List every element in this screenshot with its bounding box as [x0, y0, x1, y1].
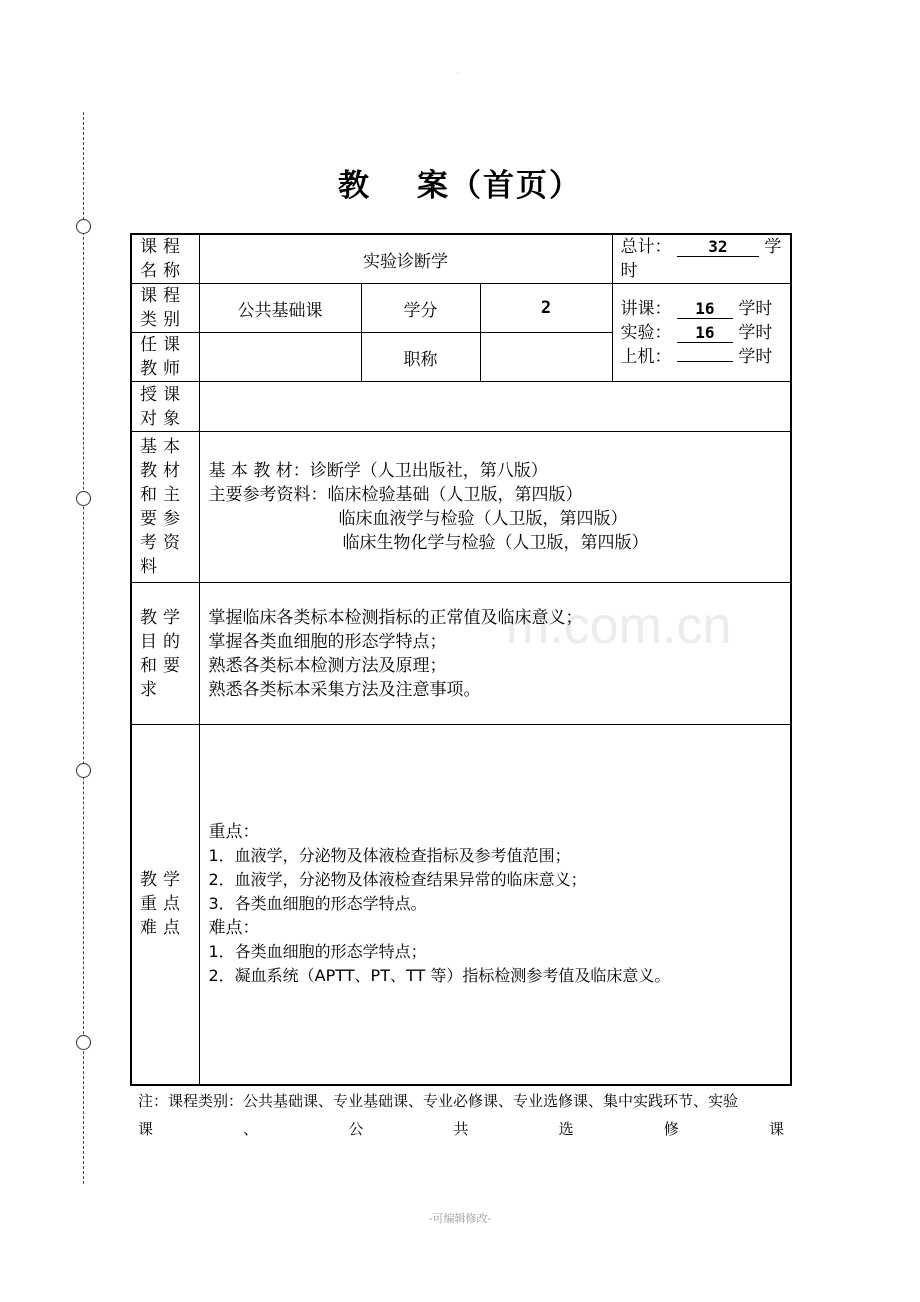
- title-part-1: 教: [338, 168, 371, 204]
- materials-label: 基本教材和主要参考资料: [131, 432, 199, 583]
- audience-label: 授课对象: [131, 382, 199, 432]
- footnote-char: 共: [453, 1120, 469, 1138]
- binding-hole: [76, 1035, 91, 1050]
- lab-unit: 学时: [738, 322, 773, 343]
- title-value: [480, 333, 612, 382]
- binding-hole: [76, 491, 91, 506]
- title-part-2: 案（首页）: [417, 168, 582, 204]
- lecture-label: 讲课：: [620, 298, 672, 319]
- key-point-line: 1．各类血细胞的形态学特点；: [208, 942, 427, 962]
- lab-label: 实验：: [620, 322, 672, 343]
- credit-label: 学分: [361, 284, 480, 333]
- objective-line: 掌握各类血细胞的形态学特点；: [208, 631, 447, 652]
- materials-line: 临床血液学与检验（人卫版，第四版）: [338, 509, 628, 529]
- total-label: 总计：: [620, 237, 672, 257]
- page-footer: -可编辑修改-: [428, 1212, 492, 1225]
- footnote-char: 课: [768, 1120, 784, 1138]
- page-title: [0, 160, 920, 205]
- course-type-value: 公共基础课: [199, 284, 361, 333]
- binding-line: [83, 112, 84, 1184]
- binding-hole: [76, 219, 91, 234]
- footnote: [138, 1087, 784, 1143]
- footnote-char: 公: [348, 1120, 364, 1138]
- teacher-value: [199, 333, 361, 382]
- teacher-label: 任课教师: [131, 333, 199, 382]
- footnote-line-1: 注：课程类别：公共基础课、专业基础课、专业必修课、专业选修课、集中实践环节、实验: [138, 1092, 739, 1110]
- title-label: 职称: [361, 333, 480, 382]
- key-point-line: 难点：: [208, 918, 260, 939]
- total-hours-cell: [612, 234, 791, 284]
- key-point-line: 重点：: [208, 822, 260, 843]
- total-value: 32: [677, 238, 759, 257]
- objective-line: 熟悉各类标本检测方法及原理；: [208, 655, 447, 676]
- credit-value: 2: [480, 284, 612, 333]
- key-point-line: 2．凝血系统（APTT、PT、TT 等）指标检测参考值及临床意义。: [208, 966, 671, 986]
- course-name-value: 实验诊断学: [199, 234, 612, 284]
- computer-label: 上机：: [620, 346, 672, 367]
- hours-breakdown-cell: [612, 284, 791, 382]
- top-dot: .: [456, 66, 460, 77]
- key-point-line: 3．各类血细胞的形态学特点。: [208, 894, 427, 914]
- materials-line: 基 本 教 材：诊断学（人卫出版社，第八版）: [208, 461, 548, 481]
- key-point-line: 2．血液学，分泌物及体液检查结果异常的临床意义；: [208, 870, 587, 890]
- footnote-line-2: [138, 1115, 784, 1143]
- objectives-content: [199, 583, 791, 725]
- lesson-plan-table: [130, 233, 792, 1086]
- objectives-label: 教学目的和要求: [131, 583, 199, 725]
- computer-hours: [621, 345, 791, 369]
- objective-line: 掌握临床各类标本检测指标的正常值及临床意义；: [208, 607, 583, 628]
- lab-value: 16: [677, 324, 733, 343]
- watermark: m.com.cn: [506, 597, 732, 655]
- materials-line: 临床生物化学与检验（人卫版，第四版）: [342, 533, 649, 553]
- footnote-char: 选: [558, 1120, 574, 1138]
- computer-unit: 学时: [738, 346, 773, 367]
- footnote-char: 课: [138, 1120, 154, 1138]
- footnote-char: 修: [663, 1120, 679, 1138]
- key-points-content: [199, 725, 791, 1085]
- key-points-label: 教学重点难点: [131, 725, 199, 1085]
- key-point-line: 1．血液学，分泌物及体液检查指标及参考值范围；: [208, 846, 571, 866]
- computer-value: [677, 361, 733, 362]
- footnote-char: 、: [243, 1120, 259, 1138]
- lecture-hours: [621, 297, 791, 321]
- total-unit: 学时: [620, 237, 782, 281]
- course-type-label: 课程类别: [131, 284, 199, 333]
- audience-value: [199, 382, 791, 432]
- objective-line: 熟悉各类标本采集方法及注意事项。: [208, 679, 481, 700]
- binding-hole: [76, 763, 91, 778]
- materials-line: 主要参考资料：临床检验基础（人卫版，第四版）: [208, 485, 583, 505]
- materials-content: [199, 432, 791, 583]
- lecture-unit: 学时: [738, 298, 773, 319]
- course-name-label: 课程名称: [131, 234, 199, 284]
- lecture-value: 16: [677, 300, 733, 319]
- lab-hours: [621, 321, 791, 345]
